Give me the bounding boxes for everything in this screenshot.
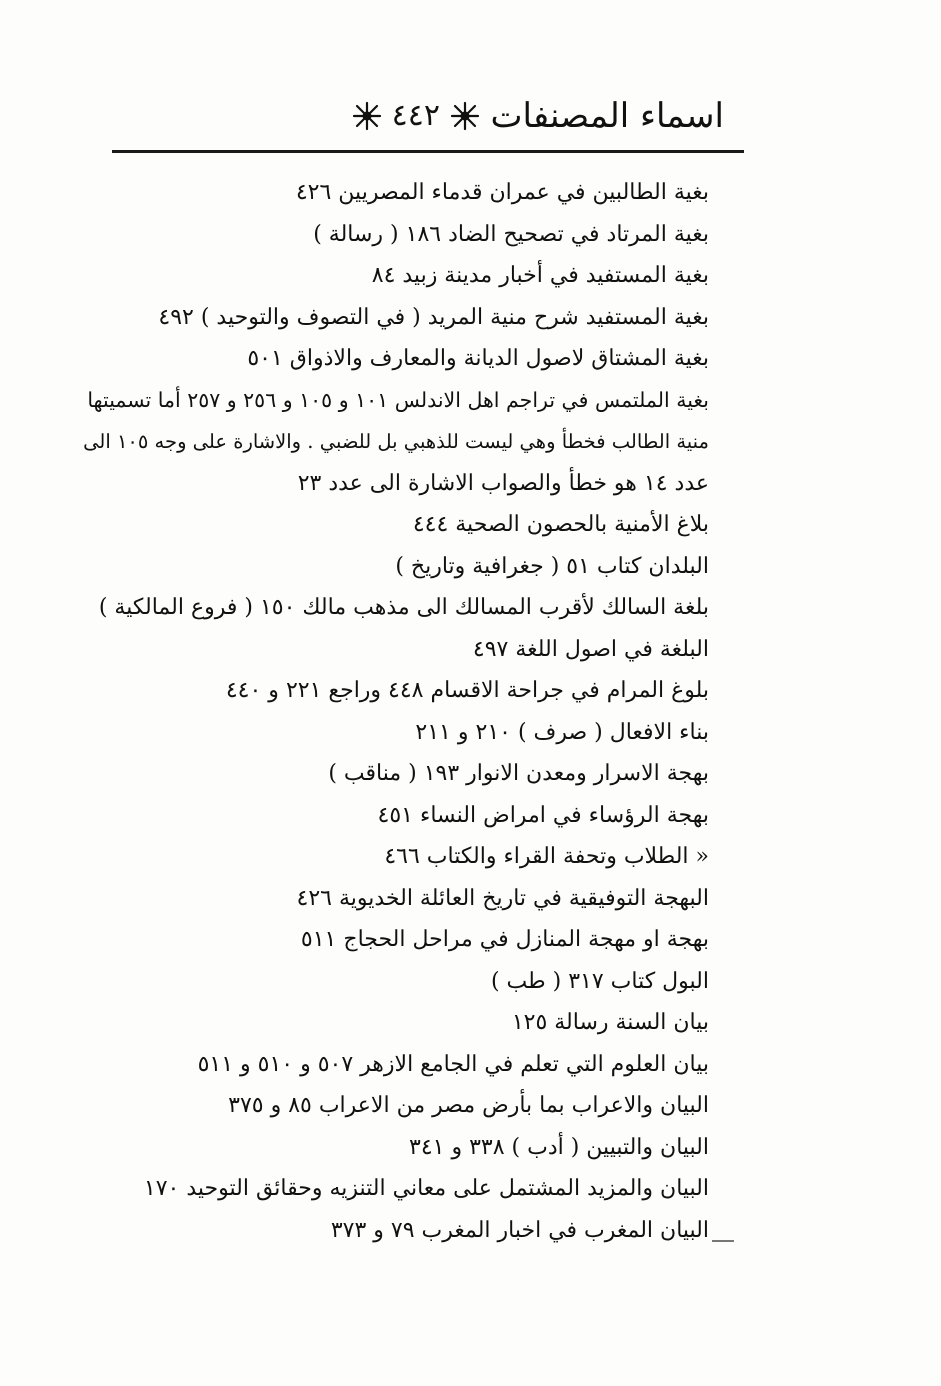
index-entry: البهجة التوفيقية في تاريخ العائلة الخديوية ٤٢٦ [296,885,709,911]
running-title: اسماء المصنفات [490,96,724,136]
index-entry: البيان والتبيين ( أدب ) ٣٣٨ و ٣٤١ [409,1134,709,1160]
ornament-star-icon [352,101,382,131]
index-entry: بغية المرتاد في تصحيح الضاد ١٨٦ ( رسالة ) [313,221,709,247]
index-entry: بغية الملتمس في تراجم اهل الاندلس ١٠١ و ١٠٥ و ٢٥٦ و ٢٥٧ أما تسميتها [87,387,709,412]
index-entry: بهجة الاسرار ومعدن الانوار ١٩٣ ( مناقب ) [328,761,709,786]
index-entry: « الطلاب وتحفة القراء والكتاب ٤٦٦ [384,844,709,869]
index-entries [83,172,709,1251]
page-header [110,88,742,144]
index-entry: بغية المشتاق لاصول الديانة والمعارف والاذواق ٥٠١ [247,346,709,371]
index-entry: بلغة السالك لأقرب المسالك الى مذهب مالك ١٥٠ ( فروع المالكية ) [98,595,709,620]
ornament-star-icon [450,101,480,131]
page-number: ٤٤٢ [391,98,440,133]
index-entry: بلاغ الأمنية بالحصون الصحية ٤٤٤ [412,512,709,537]
header-rule [112,150,744,153]
index-entry: البول كتاب ٣١٧ ( طب ) [490,968,709,994]
index-entry: البيان والمزيد المشتمل على معاني التنزيه وحقائق التوحيد ١٧٠ [143,1176,709,1201]
index-entry: البيان المغرب في اخبار المغرب ٧٩ و ٣٧٣ [330,1217,709,1243]
index-entry: بغية الطالبين في عمران قدماء المصريين ٤٢٦ [295,180,709,205]
index-entry: بيان العلوم التي تعلم في الجامع الازهر ٥٠٧ و ٥١٠ و ٥١١ [197,1051,709,1077]
page-number-group [352,94,480,138]
index-entry: بغية المستفيد في أخبار مدينة زبيد ٨٤ [371,263,709,288]
index-entry: بناء الافعال ( صرف ) ٢١٠ و ٢١١ [415,719,709,745]
index-entry: البيان والاعراب بما بأرض مصر من الاعراب ٨٥ و ٣٧٥ [228,1093,709,1118]
index-entry: البلدان كتاب ٥١ ( جغرافية وتاريخ ) [395,553,709,579]
index-entry: منية الطالب فخطأ وهي ليست للذهبي بل للضبي . والاشارة على وجه ١٠٥ الى [83,430,709,453]
index-entry: البلغة في اصول اللغة ٤٩٧ [472,636,709,662]
index-entry: بهجة او مهجة المنازل في مراحل الحجاج ٥١١ [300,927,709,952]
margin-mark [712,1240,734,1242]
index-entry: بغية المستفيد شرح منية المريد ( في التصوف والتوحيد ) ٤٩٢ [158,304,709,330]
index-entry: بلوغ المرام في جراحة الاقسام ٤٤٨ وراجع ٢٢١ و ٤٤٠ [225,678,709,703]
index-entry: بيان السنة رسالة ١٢٥ [511,1010,709,1035]
index-entry: بهجة الرؤساء في امراض النساء ٤٥١ [377,802,709,828]
index-entry: عدد ١٤ هو خطأ والصواب الاشارة الى عدد ٢٣ [297,470,709,496]
